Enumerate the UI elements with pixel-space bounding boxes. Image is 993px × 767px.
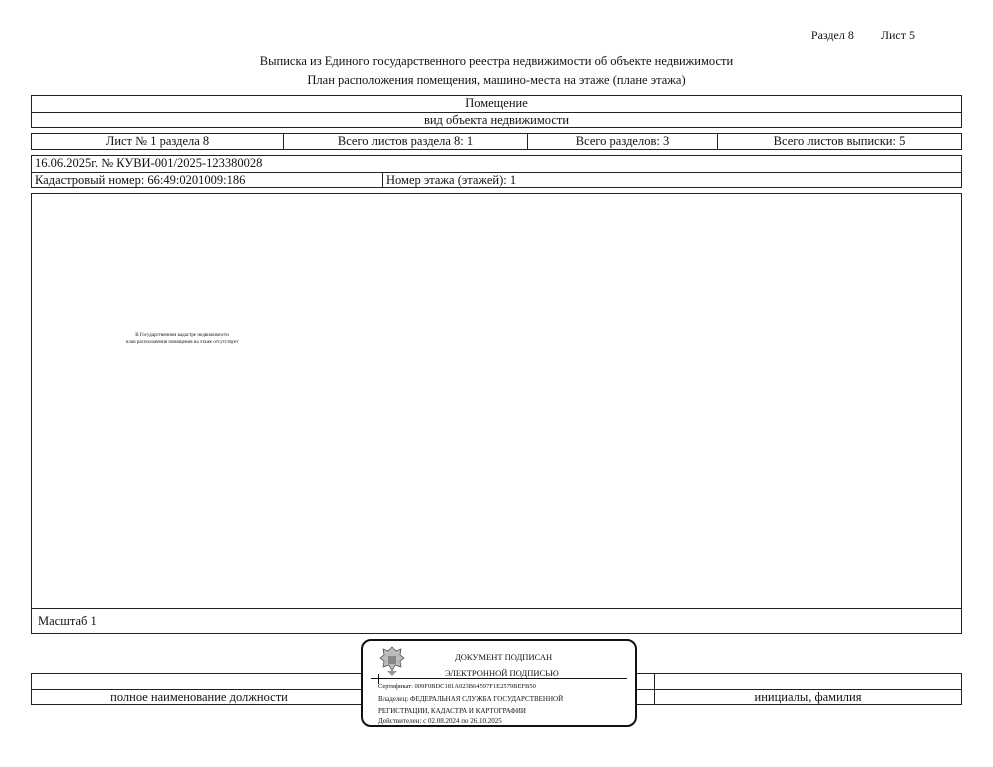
object-type-label: вид объекта недвижимости (423, 113, 570, 127)
document-title: Выписка из Единого государственного реестра недвижимости об объекте недвижимости (259, 54, 734, 68)
doc-info-box (31, 155, 962, 188)
total-sections: Всего разделов: 3 (528, 134, 718, 149)
stamp-owner-line1: Владелец: ФЕДЕРАЛЬНАЯ СЛУЖБА ГОСУДАРСТВЕННОЙ (378, 695, 564, 703)
stamp-line2: ЭЛЕКТРОННОЙ ПОДПИСЬЮ (445, 668, 559, 678)
object-type-box (31, 95, 962, 128)
page-header-right (787, 28, 915, 43)
plan-area (31, 193, 962, 634)
name-label: инициалы, фамилия (754, 690, 862, 704)
date-number: 16.06.2025г. № КУВИ-001/2025-123380028 (32, 156, 961, 173)
total-sheets-extract: Всего листов выписки: 5 (773, 134, 906, 148)
stamp-owner-line2: РЕГИСТРАЦИИ, КАДАСТРА И КАРТОГРАФИИ (378, 707, 526, 715)
section-number: Раздел 8 (810, 28, 854, 42)
position-label: полное наименование должности (110, 690, 288, 704)
total-sheets-section: Всего листов раздела 8: 1 (284, 134, 528, 149)
document-subtitle: План расположения помещения, машино-места на этаже (плане этажа) (307, 73, 686, 87)
stamp-validity: Действителен: с 02.08.2024 по 26.10.2025 (378, 717, 502, 725)
cadastral-number: Кадастровый номер: 66:49:0201009:186 (32, 173, 383, 188)
plan-note-line2: план расположения помещения на этаже отсутствует (125, 340, 239, 345)
object-name: Помещение (32, 96, 961, 113)
plan-absent-note (92, 332, 272, 346)
scale-label: Масштаб 1 (38, 614, 97, 628)
sheets-row (31, 133, 962, 150)
stamp-line1: ДОКУМЕНТ ПОДПИСАН (455, 652, 553, 662)
floor-number: Номер этажа (этажей): 1 (386, 173, 517, 187)
sheet-number: Лист 5 (880, 28, 915, 42)
coat-of-arms-icon (377, 644, 407, 678)
e-signature-stamp (361, 639, 637, 727)
sheet-of-section: Лист № 1 раздела 8 (32, 134, 284, 149)
stamp-certificate: Сертификат: 009F0BDC181A023B64597F1E2579BEFB50 (378, 683, 536, 690)
plan-note-line1: В Государственном кадастре недвижимости (135, 333, 229, 338)
